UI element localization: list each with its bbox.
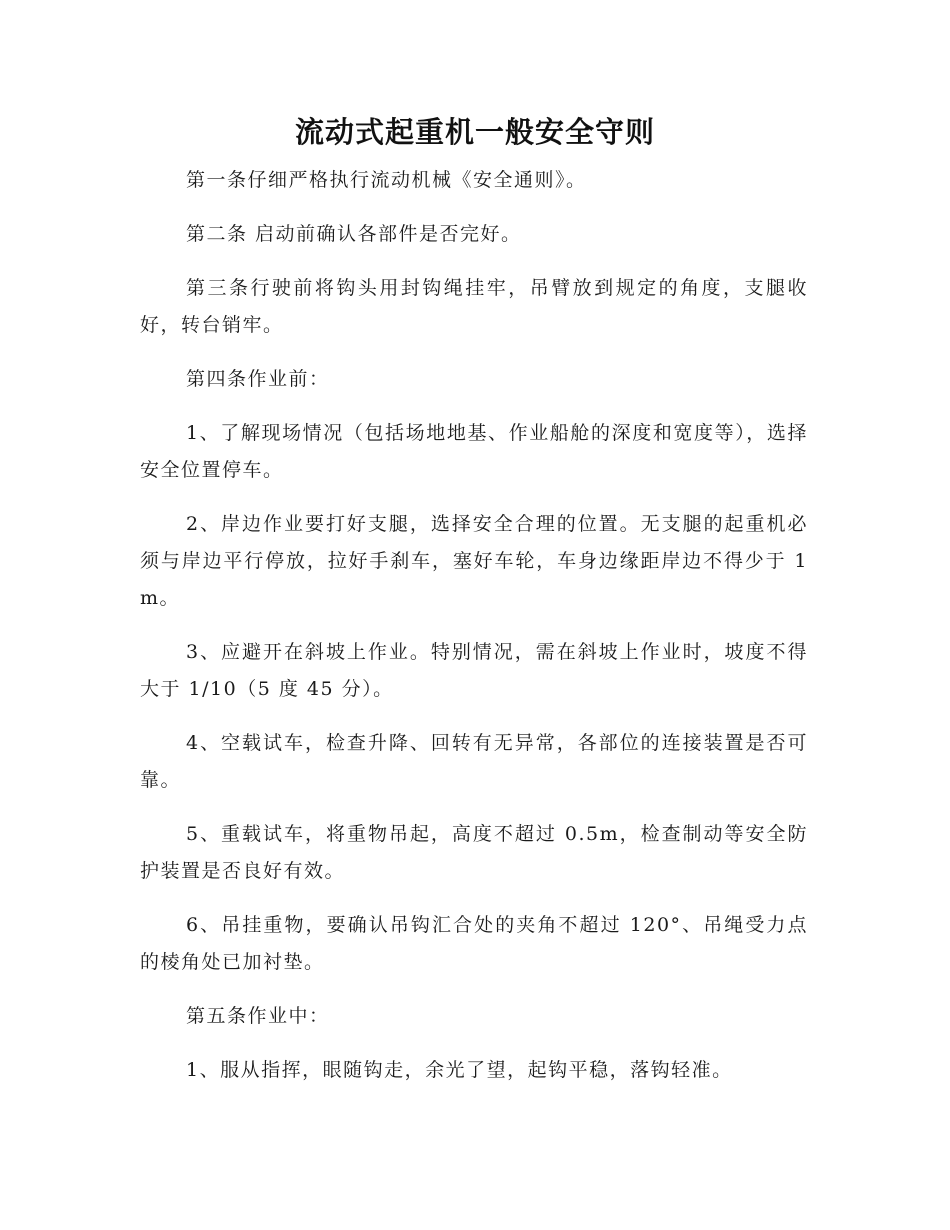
paragraph-item-5: 5、重载试车，将重物吊起，高度不超过 0.5m，检查制动等安全防护装置是否良好有效。 bbox=[140, 823, 808, 882]
document-body bbox=[140, 162, 808, 1106]
paragraph-article-5-item-1: 1、服从指挥，眼随钩走，余光了望，起钩平稳，落钩轻准。 bbox=[186, 1059, 733, 1081]
paragraph-article-3: 第三条行驶前将钩头用封钩绳挂牢，吊臂放到规定的角度，支腿收好，转台销牢。 bbox=[140, 277, 808, 336]
paragraph-item-1: 1、了解现场情况（包括场地地基、作业船舱的深度和宽度等），选择安全位置停车。 bbox=[140, 422, 808, 481]
paragraph-article-4-heading: 第四条作业前： bbox=[186, 368, 330, 390]
paragraph-item-6: 6、吊挂重物，要确认吊钩汇合处的夹角不超过 120°、吊绳受力点的棱角处已加衬垫。 bbox=[140, 914, 808, 973]
paragraph-article-5-heading: 第五条作业中： bbox=[186, 1005, 330, 1027]
paragraph-item-2: 2、岸边作业要打好支腿，选择安全合理的位置。无支腿的起重机必须与岸边平行停放，拉好手刹车，塞好车轮，车身边缘距岸边不得少于 1 m。 bbox=[140, 513, 808, 609]
paragraph-article-2: 第二条 启动前确认各部件是否完好。 bbox=[186, 223, 522, 245]
paragraph-item-4: 4、空载试车，检查升降、回转有无异常，各部位的连接装置是否可靠。 bbox=[140, 732, 808, 791]
document-title: 流动式起重机一般安全守则 bbox=[294, 115, 655, 149]
paragraph-article-1: 第一条仔细严格执行流动机械《安全通则》。 bbox=[186, 169, 587, 191]
paragraph-item-3: 3、应避开在斜坡上作业。特别情况，需在斜坡上作业时，坡度不得大于 1/10（5 度 45 分）。 bbox=[140, 641, 808, 700]
